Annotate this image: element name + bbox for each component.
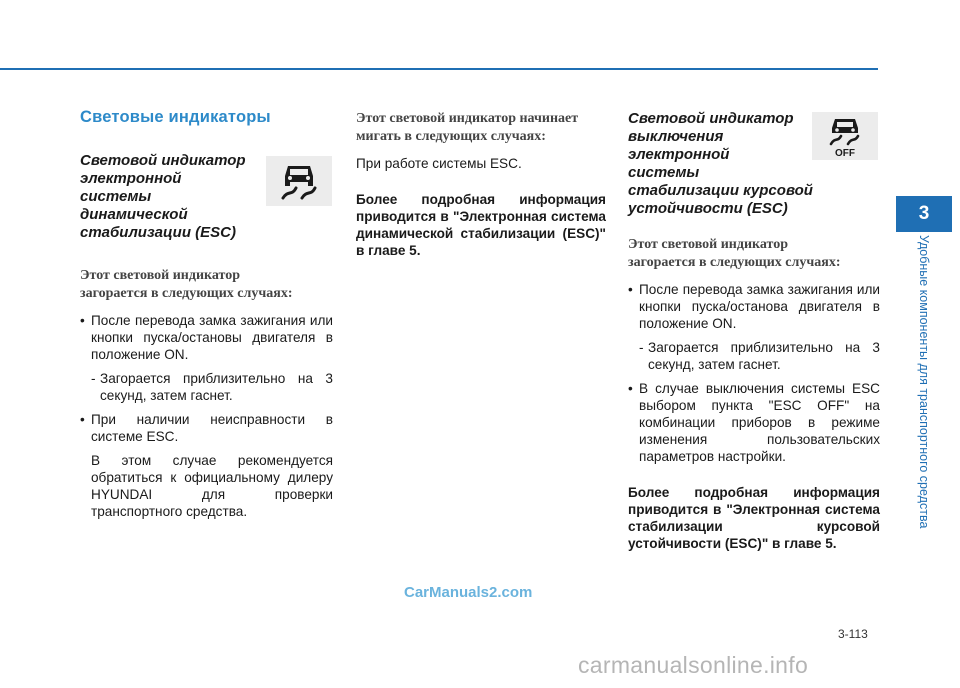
heading-line: электронной xyxy=(80,170,182,187)
heading-line: Световой индикатор xyxy=(80,152,246,169)
subheading-line: загорается в следующих случаях: xyxy=(80,286,293,301)
skidding-car-off-icon xyxy=(827,115,863,157)
skidding-car-icon xyxy=(279,160,319,202)
heading-line: системы xyxy=(628,164,700,181)
column-esc xyxy=(80,152,333,520)
esc-off-indicator-icon xyxy=(812,112,878,160)
heading-line: системы xyxy=(80,188,152,205)
heading-line: Световой индикатор xyxy=(628,110,794,127)
bullet-item: • При наличии неисправности в системе ESC. xyxy=(80,411,333,445)
more-info-text: Более подробная информация приводится в "Электронная система динамической стабилизации (ESC)" в главе 5. xyxy=(356,192,606,258)
page-number: 3-113 xyxy=(838,627,868,641)
heading-line: динамической xyxy=(80,206,188,223)
watermark-carmanuals2: CarManuals2.com xyxy=(404,584,533,601)
subheading-line: Этот световой индикатор xyxy=(80,268,240,283)
subheading-line: мигать в следующих случаях: xyxy=(356,129,546,144)
subheading-line: Этот световой индикатор начинает xyxy=(356,111,579,126)
top-rule xyxy=(0,68,878,70)
subheading-line: загорается в следующих случаях: xyxy=(628,255,841,270)
dash-item xyxy=(628,339,880,373)
dash-mark: - xyxy=(639,340,644,355)
esc-subheading xyxy=(80,267,333,303)
flashing-subheading xyxy=(356,110,606,146)
off-label: OFF xyxy=(835,148,855,157)
bullet-continuation: В этом случае рекомендуется обратиться к официальному дилеру HYUNDAI для проверки транспортного средства. xyxy=(91,453,333,519)
chapter-side-title-text: Удобные компоненты для транспортного средства xyxy=(917,235,931,529)
heading-line: стабилизации (ESC) xyxy=(80,224,236,241)
bullet-item: • После перевода замка зажигания или кнопки пуска/остановы двигателя в положение ON. xyxy=(80,312,333,363)
dash-text: Загорается приблизительно на 3 секунд, затем гаснет. xyxy=(648,340,880,372)
section-title: Световые индикаторы xyxy=(80,108,271,126)
esc-indicator-icon xyxy=(266,156,332,206)
dash-item xyxy=(80,370,333,404)
bullet-item: • После перевода замка зажигания или кнопки пуска/остановa двигателя в положение ON. xyxy=(628,281,880,332)
more-info-text: Более подробная информация приводится в "Электронная система стабилизации курсовой устойчивости (ESC)" в главе 5. xyxy=(628,485,880,551)
heading-line: стабилизации курсовой xyxy=(628,182,813,199)
flashing-text: При работе системы ESC. xyxy=(356,156,522,171)
heading-line: электронной xyxy=(628,146,730,163)
bullet-item: • В случае выключения системы ESC выбором пункта "ESC OFF" на комбинации приборов в режиме изменения пользовательских параметров настройки. xyxy=(628,380,880,465)
chapter-tab: 3 xyxy=(896,196,952,232)
watermark-carmanualsonline: carmanualsonline.info xyxy=(578,652,809,678)
heading-line: устойчивости (ESC) xyxy=(628,200,788,217)
dash-text: Загорается приблизительно на 3 секунд, затем гаснет. xyxy=(100,371,333,403)
column-esc-flashing xyxy=(356,110,606,259)
column-esc-off xyxy=(628,110,880,552)
heading-line: выключения xyxy=(628,128,724,145)
esc-off-subheading xyxy=(628,236,880,272)
subheading-line: Этот световой индикатор xyxy=(628,237,788,252)
dash-mark: - xyxy=(91,371,96,386)
